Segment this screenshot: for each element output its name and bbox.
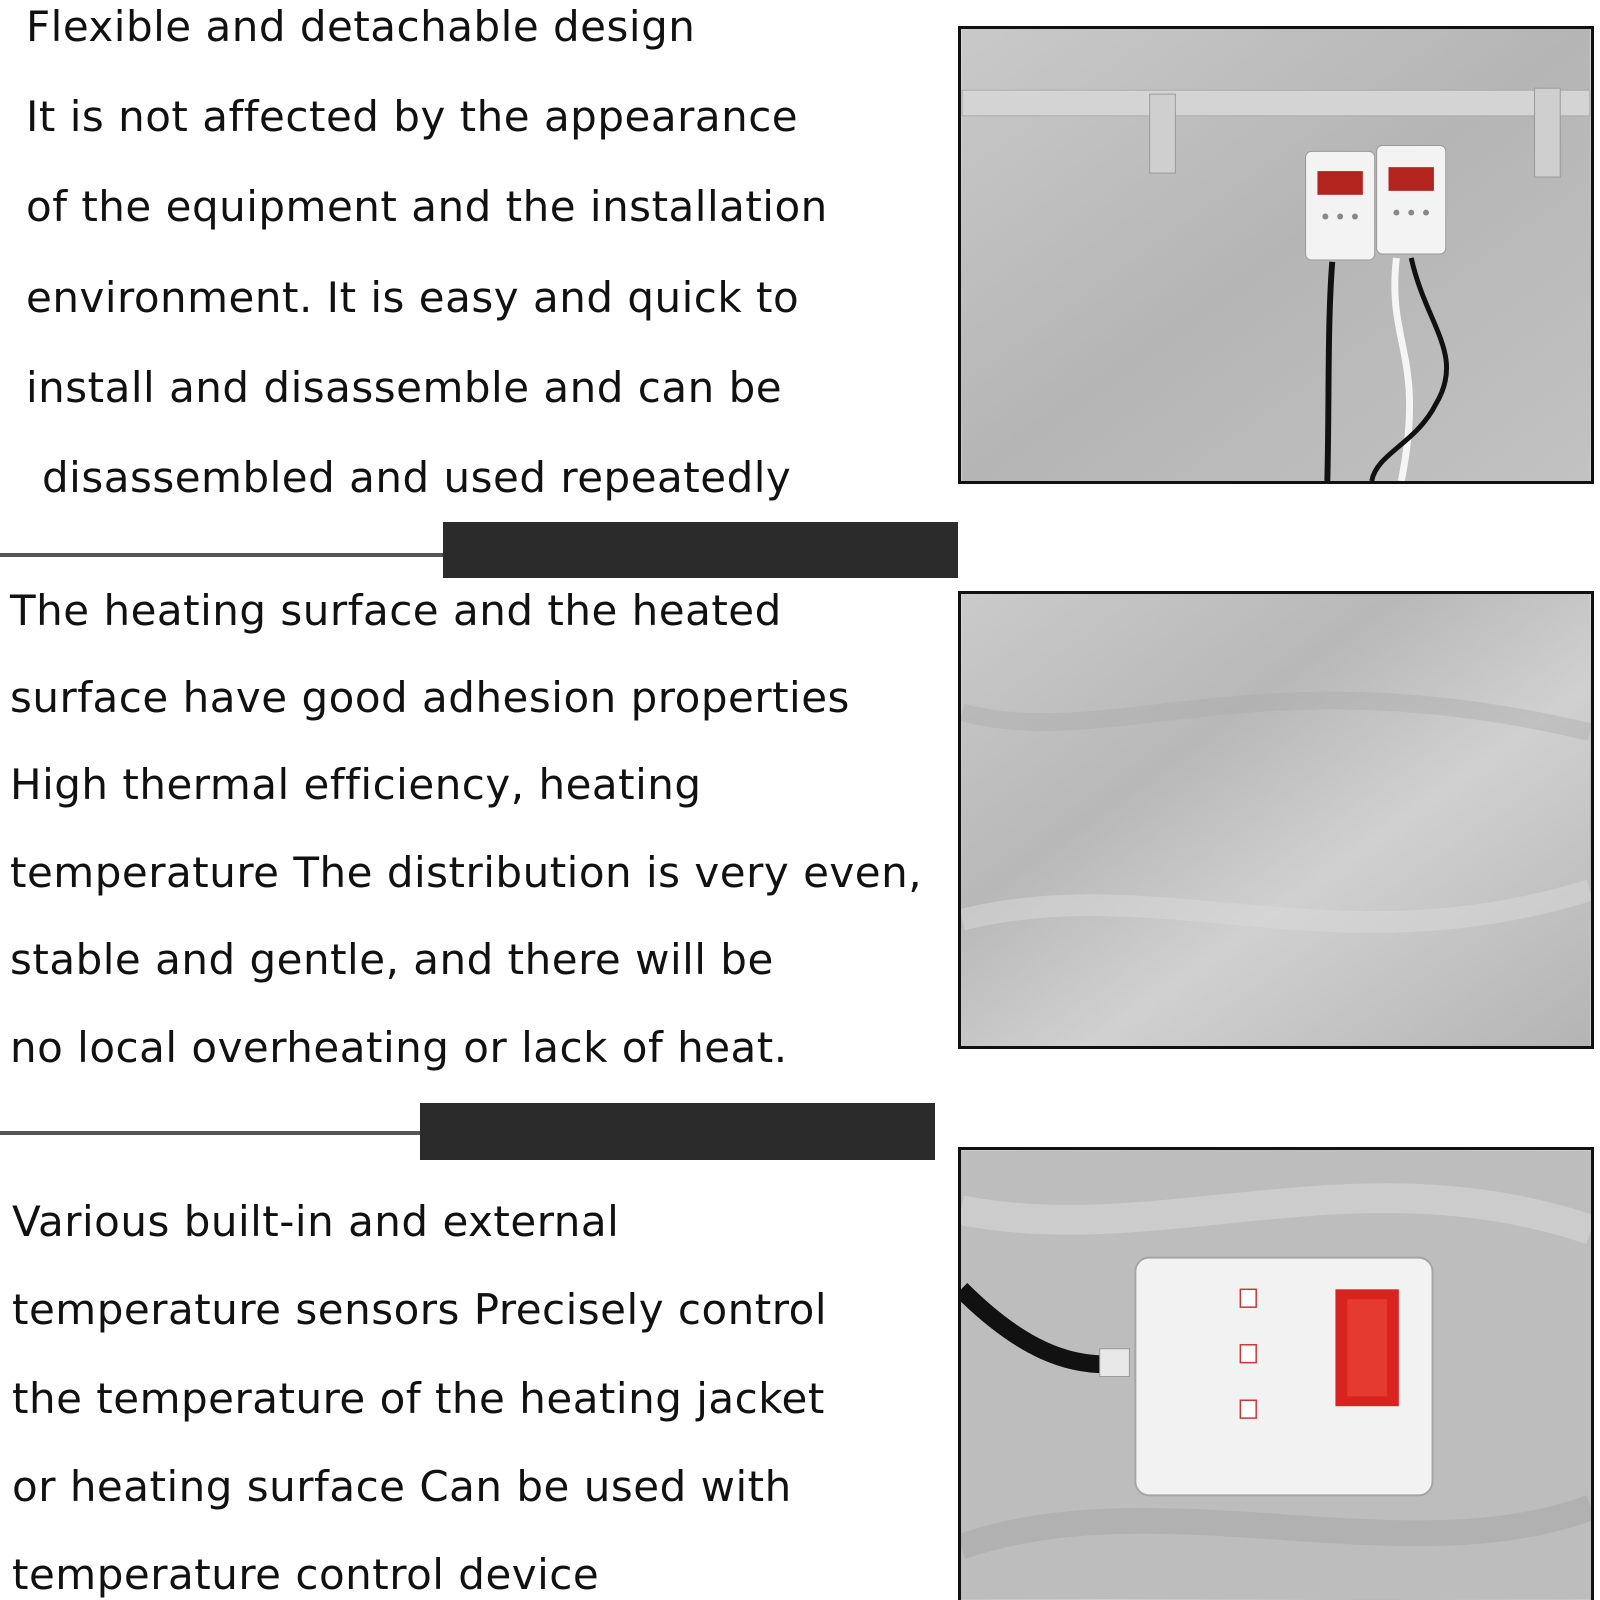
text-line: temperature control device	[12, 1550, 600, 1599]
divider-line	[0, 1131, 422, 1135]
fabric-illustration	[961, 594, 1591, 1046]
text-line: no local overheating or lack of heat.	[10, 1023, 788, 1072]
text-line: of the equipment and the installation	[26, 182, 828, 231]
text-line: temperature The distribution is very even,	[10, 848, 923, 897]
controller-illustration	[961, 1150, 1591, 1600]
photo-heating-fabric	[958, 591, 1594, 1049]
text-line: High thermal efficiency, heating	[10, 760, 702, 809]
text-line: surface have good adhesion properties	[10, 673, 850, 722]
jacket-illustration	[961, 29, 1591, 481]
divider-bar	[443, 522, 958, 578]
text-line: It is not affected by the appearance	[26, 92, 799, 141]
text-line: Various built-in and external	[12, 1197, 620, 1246]
controller-right	[1377, 145, 1446, 254]
controller-left	[1306, 151, 1375, 260]
text-line: install and disassemble and can be	[26, 363, 783, 412]
text-line: temperature sensors Precisely control	[12, 1285, 827, 1334]
text-line: the temperature of the heating jacket	[12, 1374, 825, 1423]
divider-line	[0, 553, 445, 557]
text-line: stable and gentle, and there will be	[10, 935, 774, 984]
text-line: or heating surface Can be used with	[12, 1462, 792, 1511]
text-line: Flexible and detachable design	[26, 2, 696, 51]
controller-box	[1135, 1258, 1432, 1496]
photo-heating-jacket-controllers	[958, 26, 1594, 484]
photo-temperature-controller	[958, 1147, 1594, 1600]
text-line: disassembled and used repeatedly	[42, 453, 792, 502]
text-line: environment. It is easy and quick to	[26, 273, 800, 322]
text-line: The heating surface and the heated	[10, 586, 782, 635]
divider-bar	[420, 1103, 935, 1160]
